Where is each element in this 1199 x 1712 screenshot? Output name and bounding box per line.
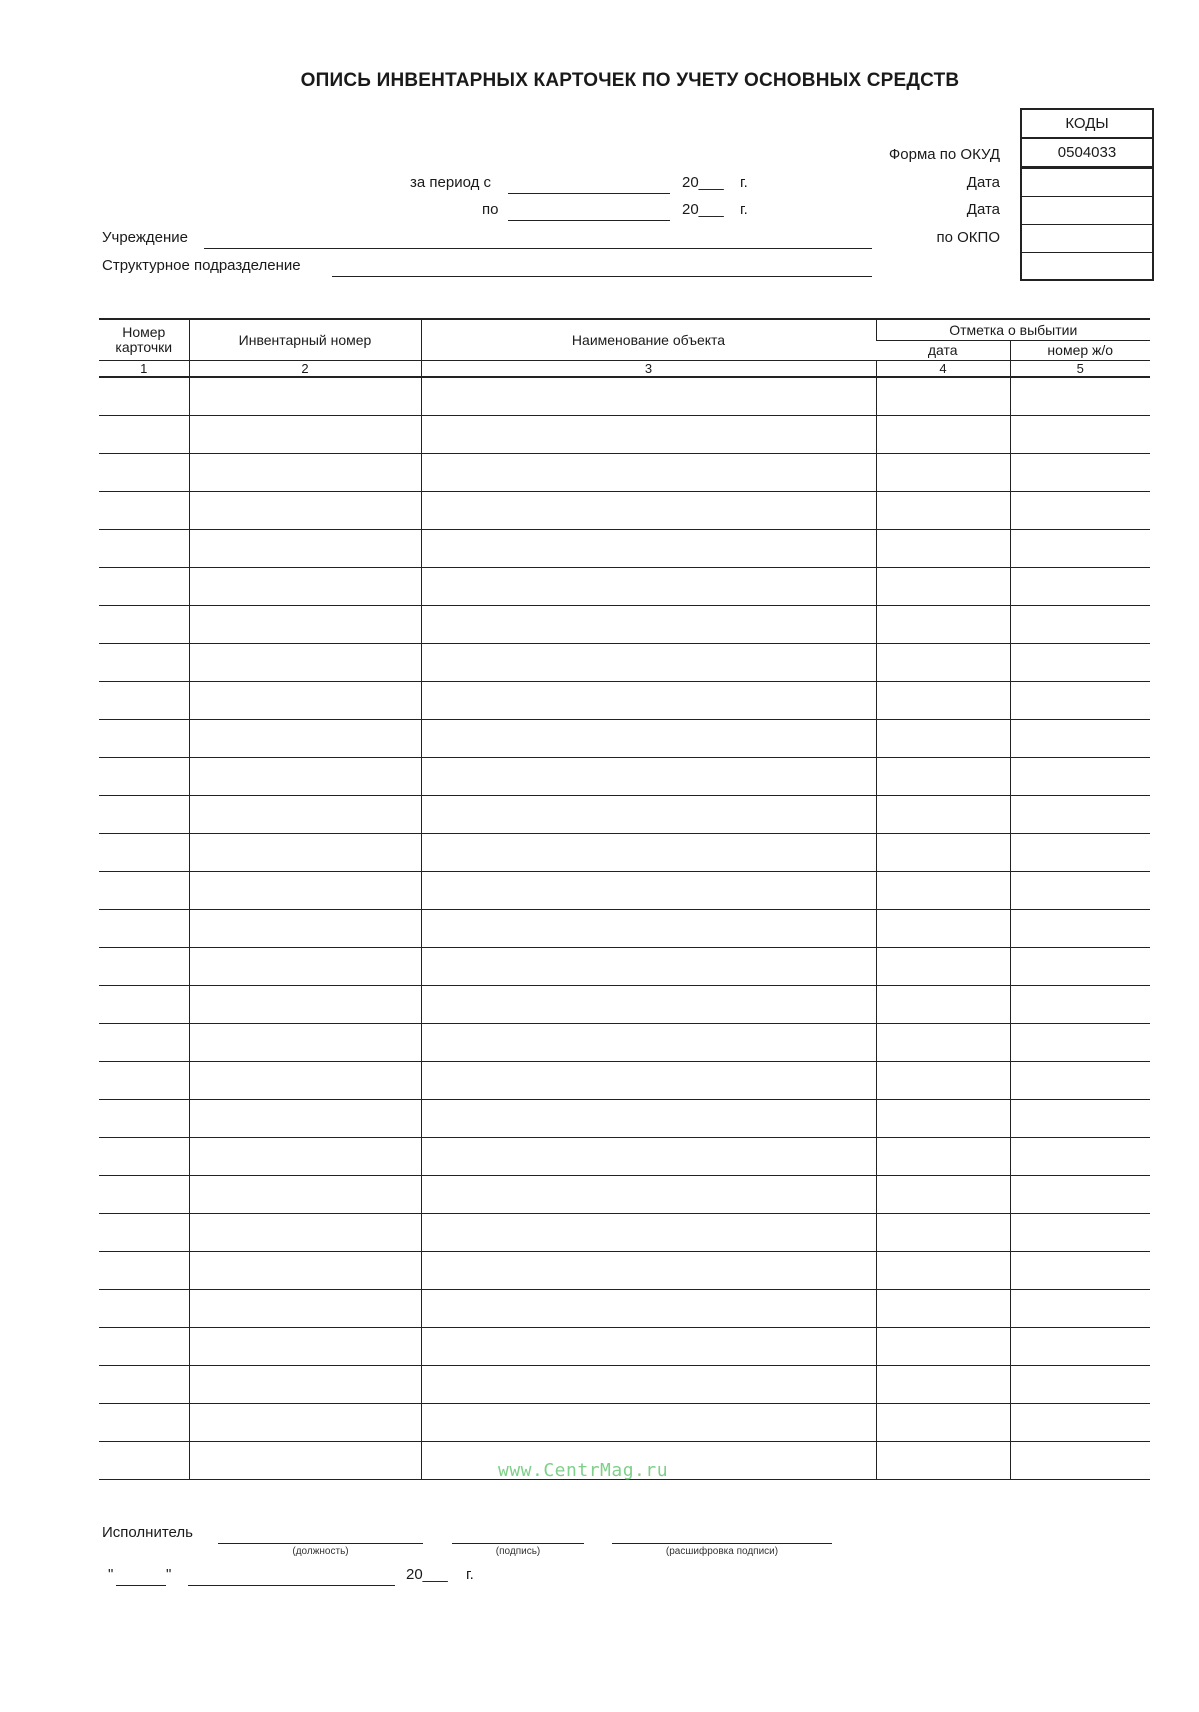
table-cell[interactable] [99,682,189,720]
table-cell[interactable] [1010,1138,1150,1176]
table-cell[interactable] [1010,492,1150,530]
period-to-line[interactable] [508,220,670,221]
table-row [99,872,1150,910]
table-cell[interactable] [189,758,421,796]
period-to-year: 20___ [682,201,724,218]
table-cell[interactable] [1010,606,1150,644]
table-cell[interactable] [189,1214,421,1252]
table-cell[interactable] [421,1290,876,1328]
table-cell[interactable] [421,492,876,530]
table-cell[interactable] [1010,1442,1150,1480]
table-cell[interactable] [876,1176,1010,1214]
table-row [99,910,1150,948]
table-row [99,1138,1150,1176]
table-cell[interactable] [99,568,189,606]
date-quote-close: " [166,1566,172,1583]
okpo-value [1022,224,1152,252]
table-cell[interactable] [99,1252,189,1290]
table-cell[interactable] [1010,834,1150,872]
institution-line[interactable] [204,248,872,249]
table-cell[interactable] [1010,1328,1150,1366]
table-row [99,948,1150,986]
okpo-label: по ОКПО [936,229,1000,246]
table-cell[interactable] [876,568,1010,606]
table-cell[interactable] [876,606,1010,644]
table-row [99,1290,1150,1328]
table-cell[interactable] [99,834,189,872]
signature-line[interactable] [452,1543,584,1544]
table-cell[interactable] [99,720,189,758]
table-cell[interactable] [876,1442,1010,1480]
table-cell[interactable] [189,1100,421,1138]
table-cell[interactable] [99,530,189,568]
division-label: Структурное подразделение [102,257,301,274]
table-cell[interactable] [876,834,1010,872]
table-cell[interactable] [99,377,189,416]
table-cell[interactable] [99,1100,189,1138]
table-cell[interactable] [1010,948,1150,986]
table-cell[interactable] [876,454,1010,492]
table-cell[interactable] [876,1062,1010,1100]
table-cell[interactable] [421,1252,876,1290]
table-row [99,1404,1150,1442]
table-row [99,720,1150,758]
table-cell[interactable] [99,1138,189,1176]
table-cell[interactable] [421,910,876,948]
table-cell[interactable] [189,986,421,1024]
table-cell[interactable] [421,1328,876,1366]
position-line[interactable] [218,1543,423,1544]
table-cell[interactable] [99,986,189,1024]
table-cell[interactable] [421,1062,876,1100]
okud-label: Форма по ОКУД [888,146,1000,163]
table-cell[interactable] [189,1176,421,1214]
executor-label: Исполнитель [102,1524,193,1541]
table-cell[interactable] [876,1404,1010,1442]
table-cell[interactable] [1010,1290,1150,1328]
table-cell[interactable] [1010,1024,1150,1062]
table-cell[interactable] [189,948,421,986]
table-row [99,1214,1150,1252]
table-cell[interactable] [421,758,876,796]
footer-year: 20___ [406,1566,448,1583]
table-cell[interactable] [189,416,421,454]
period-from-label: за период с [410,174,492,191]
table-row [99,758,1150,796]
table-cell[interactable] [876,796,1010,834]
table-cell[interactable] [1010,568,1150,606]
decoding-caption: (расшифровка подписи) [665,1546,779,1557]
table-row [99,1062,1150,1100]
decoding-line[interactable] [612,1543,832,1544]
col-disposal: Отметка о выбытии [876,319,1150,341]
table-cell[interactable] [876,1252,1010,1290]
table-cell[interactable] [99,1290,189,1328]
table-row [99,796,1150,834]
day-line[interactable] [116,1585,166,1586]
table-row [99,492,1150,530]
table-row [99,1176,1150,1214]
table-cell[interactable] [421,454,876,492]
table-cell[interactable] [876,644,1010,682]
table-cell[interactable] [876,720,1010,758]
table-cell[interactable] [421,986,876,1024]
table-row [99,530,1150,568]
table-row [99,416,1150,454]
table-cell[interactable] [876,682,1010,720]
month-line[interactable] [188,1585,395,1586]
col-date: дата [927,342,958,358]
table-cell[interactable] [99,1176,189,1214]
table-cell[interactable] [189,796,421,834]
table-cell[interactable] [1010,1366,1150,1404]
table-row [99,1328,1150,1366]
table-cell[interactable] [99,492,189,530]
table-cell[interactable] [189,1328,421,1366]
table-cell[interactable] [421,1176,876,1214]
table-row [99,644,1150,682]
table-cell[interactable] [421,948,876,986]
table-cell[interactable] [99,1062,189,1100]
table-cell[interactable] [189,606,421,644]
table-cell[interactable] [1010,416,1150,454]
table-cell[interactable] [1010,530,1150,568]
table-cell[interactable] [421,1366,876,1404]
table-cell[interactable] [189,834,421,872]
table-cell[interactable] [1010,644,1150,682]
table-cell[interactable] [1010,720,1150,758]
table-cell[interactable] [876,948,1010,986]
table-cell[interactable] [876,492,1010,530]
date2-value [1022,196,1152,224]
col-number-2: 2 [189,361,421,378]
table-cell[interactable] [189,1024,421,1062]
table-cell[interactable] [1010,1252,1150,1290]
table-row [99,1024,1150,1062]
table-cell[interactable] [876,377,1010,416]
table-cell[interactable] [876,986,1010,1024]
table-cell[interactable] [421,834,876,872]
col-number-3: 3 [421,361,876,378]
table-cell[interactable] [876,1214,1010,1252]
table-cell[interactable] [1010,758,1150,796]
table-cell[interactable] [421,1214,876,1252]
institution-label: Учреждение [102,229,188,246]
table-cell[interactable] [189,872,421,910]
table-cell[interactable] [189,1404,421,1442]
table-cell[interactable] [421,606,876,644]
table-cell[interactable] [1010,1214,1150,1252]
table-row [99,606,1150,644]
table-row [99,1252,1150,1290]
col-number-1: 1 [99,361,189,378]
col-number-4: 4 [876,361,1010,378]
table-cell[interactable] [189,1252,421,1290]
table-cell[interactable] [99,1404,189,1442]
watermark: www.CentrMag.ru [498,1460,669,1481]
table-cell[interactable] [1010,682,1150,720]
date2-label: Дата [966,201,1000,218]
extra-code-value [1022,252,1152,279]
col-inventory-number: Инвентарный номер [189,319,421,361]
table-cell[interactable] [876,416,1010,454]
position-caption: (должность) [292,1546,349,1557]
table-cell[interactable] [421,1404,876,1442]
col-object-name: Наименование объекта [421,319,876,361]
table-cell[interactable] [876,1024,1010,1062]
table-cell[interactable] [1010,1404,1150,1442]
table-cell[interactable] [189,644,421,682]
period-from-line[interactable] [508,193,670,194]
table-cell[interactable] [421,644,876,682]
table-cell[interactable] [189,454,421,492]
table-cell[interactable] [1010,1062,1150,1100]
table-row [99,834,1150,872]
period-from-year-suffix: г. [740,174,748,191]
table-cell[interactable] [189,568,421,606]
form-title: ОПИСЬ ИНВЕНТАРНЫХ КАРТОЧЕК ПО УЧЕТУ ОСНОВНЫХ СРЕДСТВ [300,70,960,91]
table-cell[interactable] [876,872,1010,910]
period-to-year-suffix: г. [740,201,748,218]
table-cell[interactable] [99,1024,189,1062]
table-row [99,1366,1150,1404]
table-cell[interactable] [876,1138,1010,1176]
table-cell[interactable] [876,1366,1010,1404]
table-cell[interactable] [421,872,876,910]
table-cell[interactable] [421,568,876,606]
table-cell[interactable] [99,948,189,986]
table-cell[interactable] [421,530,876,568]
col-number-5: 5 [1010,361,1150,378]
table-cell[interactable] [99,910,189,948]
table-row [99,377,1150,416]
signature-caption: (подпись) [495,1546,541,1557]
table-cell[interactable] [876,910,1010,948]
col-journal-number: номер ж/о [1010,341,1150,361]
table-cell[interactable] [99,872,189,910]
table-cell[interactable] [99,644,189,682]
table-cell[interactable] [876,758,1010,796]
table-cell[interactable] [876,1290,1010,1328]
table-cell[interactable] [421,1100,876,1138]
table-cell[interactable] [99,796,189,834]
codes-header: КОДЫ [1065,115,1109,132]
table-cell[interactable] [421,796,876,834]
table-cell[interactable] [1010,1100,1150,1138]
table-cell[interactable] [421,416,876,454]
date1-value [1022,168,1152,196]
table-cell[interactable] [1010,1176,1150,1214]
table-cell[interactable] [421,682,876,720]
table-cell[interactable] [99,454,189,492]
table-cell[interactable] [189,720,421,758]
table-row [99,986,1150,1024]
table-cell[interactable] [421,1138,876,1176]
table-cell[interactable] [876,1100,1010,1138]
table-cell[interactable] [189,1138,421,1176]
table-cell[interactable] [99,1442,189,1480]
table-cell[interactable] [189,530,421,568]
table-cell[interactable] [99,1214,189,1252]
table-cell[interactable] [99,416,189,454]
table-cell[interactable] [189,1062,421,1100]
period-from-year: 20___ [682,174,724,191]
table-cell[interactable] [189,377,421,416]
date-quote-open: " [108,1566,114,1583]
table-cell[interactable] [189,1366,421,1404]
table-row [99,682,1150,720]
table-cell[interactable] [99,1328,189,1366]
table-cell[interactable] [421,720,876,758]
table-cell[interactable] [189,682,421,720]
table-cell[interactable] [1010,910,1150,948]
table-cell[interactable] [189,1290,421,1328]
codes-box [1020,108,1154,281]
table-cell[interactable] [189,492,421,530]
table-cell[interactable] [421,1024,876,1062]
table-row [99,1100,1150,1138]
division-line[interactable] [332,276,872,277]
table-cell[interactable] [876,530,1010,568]
okud-value: 0504033 [1020,137,1154,168]
col-card-number: Номер карточки [99,319,189,361]
table-cell[interactable] [99,758,189,796]
table-cell[interactable] [189,910,421,948]
table-cell[interactable] [1010,454,1150,492]
footer-year-suffix: г. [466,1566,474,1583]
table-cell[interactable] [1010,986,1150,1024]
table-cell[interactable] [1010,872,1150,910]
table-cell[interactable] [189,1442,421,1480]
table-cell[interactable] [1010,796,1150,834]
table-cell[interactable] [99,1366,189,1404]
period-to-label: по [482,201,499,218]
table-row [99,568,1150,606]
table-row [99,454,1150,492]
table-cell[interactable] [1010,377,1150,416]
table-cell[interactable] [876,1328,1010,1366]
date1-label: Дата [966,174,1000,191]
inventory-table [99,318,1150,1480]
table-cell[interactable] [99,606,189,644]
table-cell[interactable] [421,377,876,416]
